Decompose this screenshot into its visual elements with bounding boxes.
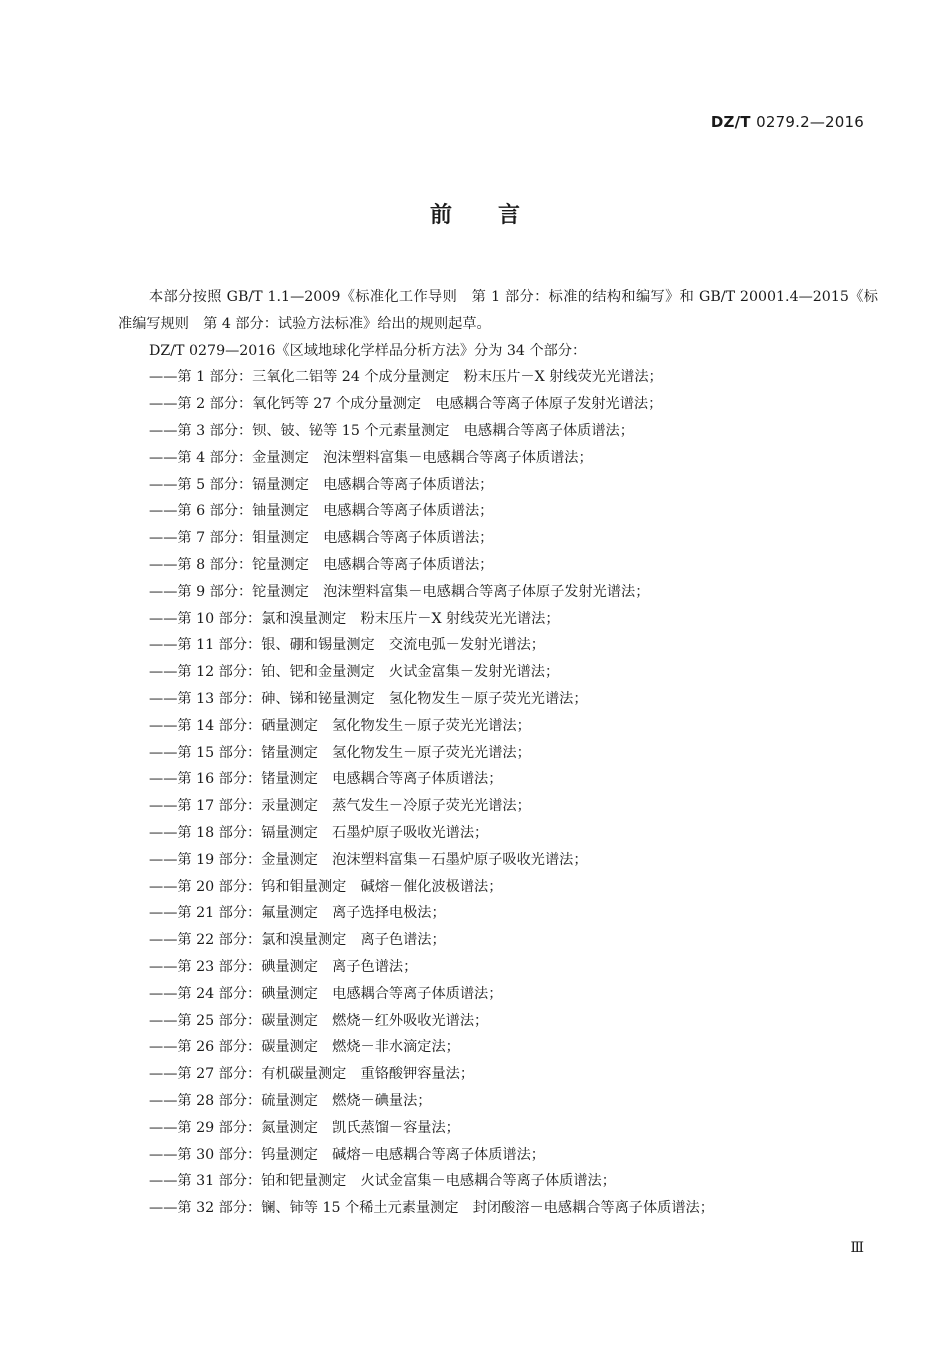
list-item: ——第 10 部分：氯和溴量测定 粉末压片－X 射线荧光光谱法； — [149, 610, 560, 627]
list-item: ——第 13 部分：砷、锑和铋量测定 氢化物发生－原子荧光光谱法； — [149, 690, 588, 707]
list-item: ——第 12 部分：铂、钯和金量测定 火试金富集－发射光谱法； — [149, 664, 560, 681]
document-code-prefix: DZ/T — [710, 113, 751, 131]
list-item: ——第 28 部分：硫量测定 燃烧－碘量法； — [149, 1092, 432, 1109]
list-item: ——第 20 部分：钨和钼量测定 碱熔－催化波极谱法； — [149, 878, 503, 895]
list-item: ——第 19 部分：金量测定 泡沫塑料富集－石墨炉原子吸收光谱法； — [149, 851, 588, 868]
foreword-body — [118, 284, 878, 1222]
list-item: ——第 16 部分：锗量测定 电感耦合等离子体质谱法； — [149, 771, 503, 788]
list-item: ——第 29 部分：氮量测定 凯氏蒸馏－容量法； — [149, 1119, 460, 1136]
list-item: ——第 17 部分：汞量测定 蒸气发生－冷原子荧光光谱法； — [149, 798, 531, 815]
parts-list — [118, 364, 878, 1222]
list-item: ——第 26 部分：碳量测定 燃烧－非水滴定法； — [149, 1039, 460, 1056]
document-code — [711, 113, 864, 131]
list-item: ——第 21 部分：氟量测定 离子选择电极法； — [149, 905, 446, 922]
list-item: ——第 22 部分：氯和溴量测定 离子色谱法； — [149, 932, 446, 949]
list-item: ——第 7 部分：钼量测定 电感耦合等离子体质谱法； — [149, 530, 494, 547]
list-item: ——第 24 部分：碘量测定 电感耦合等离子体质谱法； — [149, 985, 503, 1002]
page-number: Ⅲ — [850, 1240, 864, 1256]
list-item: ——第 3 部分：钡、铍、铋等 15 个元素量测定 电感耦合等离子体质谱法； — [149, 422, 634, 439]
intro-paragraph-1: 本部分按照 GB/T 1.1—2009《标准化工作导则 第 1 部分：标准的结构和编写》和 GB/T 20001.4—2015《标准编写规则 第 4 部分：试验方法标准》给出的规则起草。 — [118, 289, 878, 332]
page-title: 前言 — [429, 203, 566, 228]
intro-paragraph-2: DZ/T 0279—2016《区域地球化学样品分析方法》分为 34 个部分： — [149, 342, 587, 359]
list-item: ——第 1 部分：三氧化二铝等 24 个成分量测定 粉末压片－X 射线荧光光谱法； — [149, 369, 663, 386]
list-item: ——第 18 部分：镉量测定 石墨炉原子吸收光谱法； — [149, 824, 489, 841]
list-item: ——第 11 部分：银、硼和锡量测定 交流电弧－发射光谱法； — [149, 637, 545, 654]
list-item: ——第 27 部分：有机碳量测定 重铬酸钾容量法； — [149, 1066, 475, 1083]
list-item: ——第 8 部分：铊量测定 电感耦合等离子体质谱法； — [149, 556, 494, 573]
document-code-number: 0279.2—2016 — [756, 113, 864, 131]
list-item: ——第 32 部分：镧、铈等 15 个稀土元素量测定 封闭酸溶－电感耦合等离子体质谱法； — [149, 1200, 714, 1217]
list-item: ——第 30 部分：钨量测定 碱熔－电感耦合等离子体质谱法； — [149, 1146, 545, 1163]
list-item: ——第 6 部分：铀量测定 电感耦合等离子体质谱法； — [149, 503, 494, 520]
list-item: ——第 31 部分：铂和钯量测定 火试金富集－电感耦合等离子体质谱法； — [149, 1173, 616, 1190]
list-item: ——第 5 部分：镉量测定 电感耦合等离子体质谱法； — [149, 476, 494, 493]
list-item: ——第 23 部分：碘量测定 离子色谱法； — [149, 958, 418, 975]
list-item: ——第 15 部分：锗量测定 氢化物发生－原子荧光光谱法； — [149, 744, 531, 761]
list-item: ——第 4 部分：金量测定 泡沫塑料富集－电感耦合等离子体质谱法； — [149, 449, 593, 466]
list-item: ——第 25 部分：碳量测定 燃烧－红外吸收光谱法； — [149, 1012, 489, 1029]
list-item: ——第 14 部分：硒量测定 氢化物发生－原子荧光光谱法； — [149, 717, 531, 734]
list-item: ——第 2 部分：氧化钙等 27 个成分量测定 电感耦合等离子体原子发射光谱法； — [149, 396, 663, 413]
list-item: ——第 9 部分：铊量测定 泡沫塑料富集－电感耦合等离子体原子发射光谱法； — [149, 583, 650, 600]
